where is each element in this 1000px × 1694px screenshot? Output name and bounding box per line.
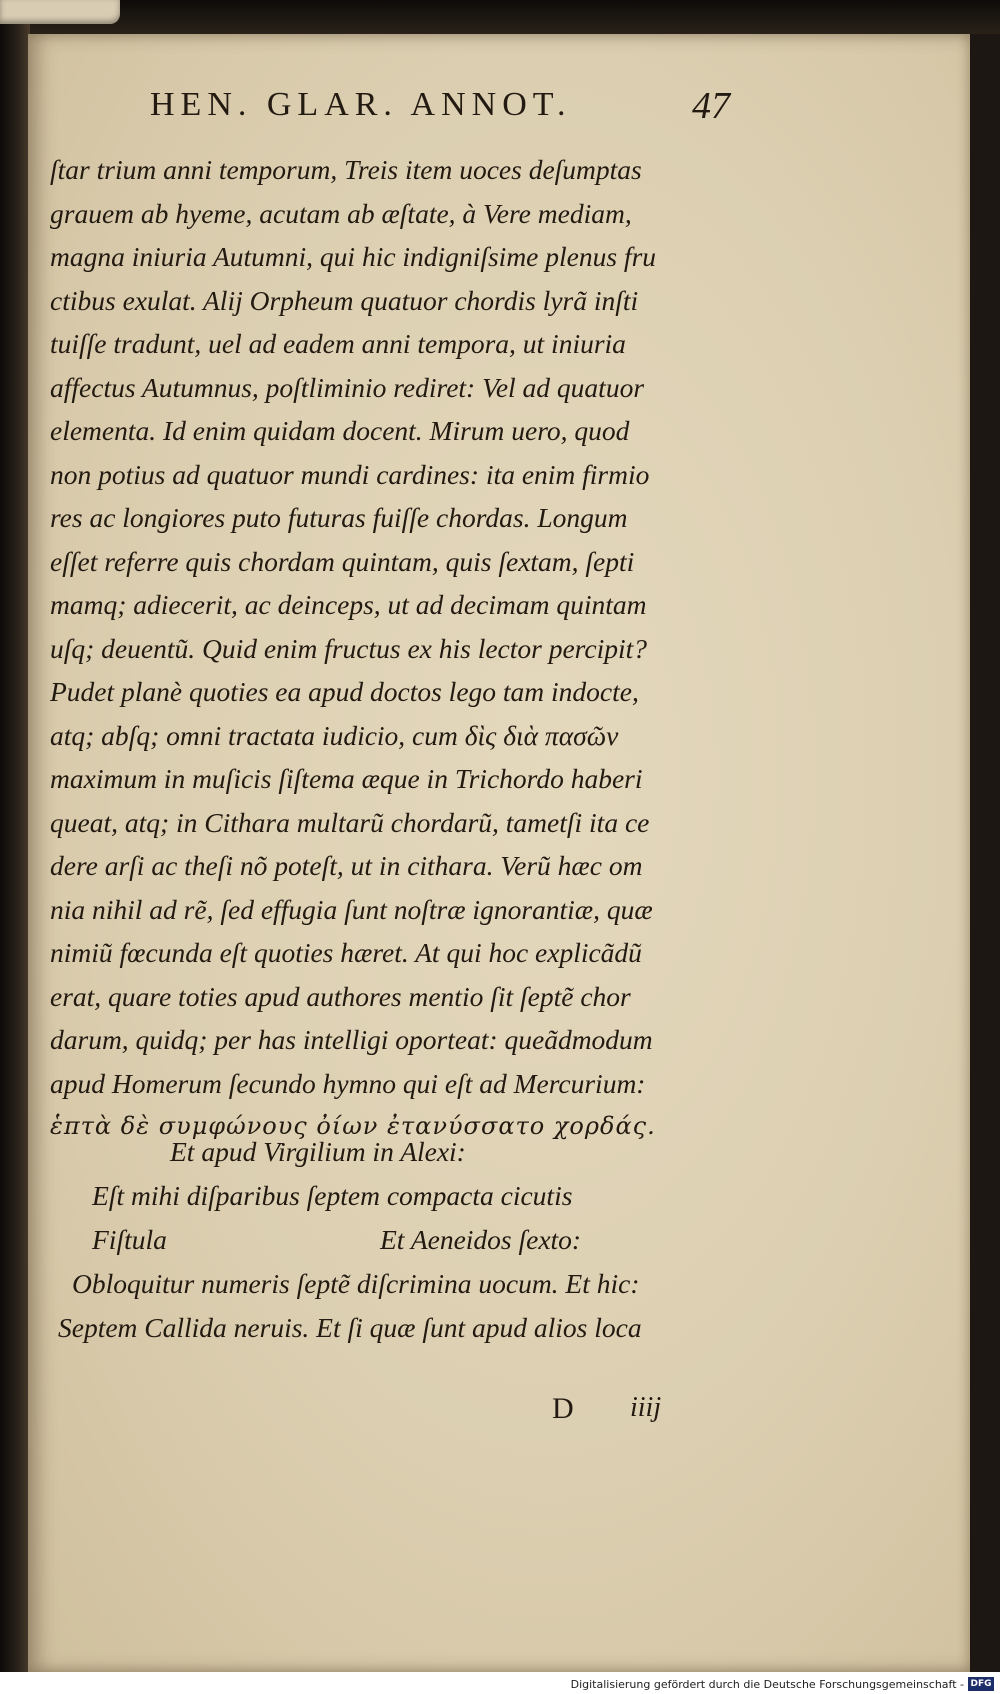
text-line: dere arſi ac theſi nõ poteſt, ut in cithara. Verũ hæc om (50, 850, 643, 881)
verse-line: Septem Callida neruis. Et ſi quæ ſunt apud alios loca (58, 1312, 642, 1343)
text-line: res ac longiores puto futuras fuiſſe chordas. Longum (50, 502, 628, 533)
signature-number: iiij (630, 1392, 662, 1423)
verse-line-split (50, 1218, 760, 1262)
signature-letter: D (552, 1392, 574, 1425)
verse-line: Obloquitur numeris ſeptẽ diſcrimina uocum. Et hic: (72, 1268, 640, 1299)
text-line: atq; abſq; omni tractata iudicio, cum δὶς διὰ πασῶν (50, 719, 619, 751)
verse-quotations (50, 1130, 760, 1350)
text-line: uſq; deuentũ. Quid enim fructus ex his lector percipit? (50, 632, 647, 664)
text-line: elementa. Id enim quidam docent. Mirum uero, quod (50, 415, 630, 446)
text-line: nimiũ fœcunda eſt quoties hæret. At qui hoc explicãdũ (50, 937, 642, 968)
text-line: queat, atq; in Cithara multarũ chordarũ, tametſi ita ce (50, 806, 650, 838)
paper-scrap (0, 0, 120, 24)
citation-label: Et Aeneidos ſexto: (380, 1224, 582, 1255)
footer-bar (0, 1672, 1000, 1694)
text-line: maximum in muſicis ſiſtema æque in Trichordo haberi (50, 763, 643, 794)
text-line: ſtar trium anni temporum, Treis item uoces deſumptas (50, 154, 642, 185)
text-line: erat, quare toties apud authores mentio ſit ſeptẽ chor (50, 980, 631, 1012)
text-line: eſſet referre quis chordam quintam, quis ſextam, ſepti (50, 545, 635, 577)
running-head: HEN. GLAR. ANNOT. (150, 86, 572, 123)
text-line: apud Homerum ſecundo hymno qui eſt ad Mercurium: (50, 1067, 646, 1099)
greek-quote-line: ἑπτὰ δὲ συμφώνους ὀίων ἐτανύσσατο χορδάς. (50, 1112, 656, 1140)
page-number: 47 (692, 85, 730, 127)
top-edge (0, 0, 1000, 34)
text-line: mamq; adiecerit, ac deinceps, ut ad decimam quintam (50, 589, 647, 620)
text-line: ctibus exulat. Alij Orpheum quatuor chordis lyrã inſti (50, 284, 639, 316)
quote-intro: Et apud Virgilium in Alexi: (170, 1136, 466, 1167)
dfg-logo-icon: DFG (968, 1677, 994, 1691)
book-binding (0, 0, 30, 1694)
text-line: grauem ab hyeme, acutam ab æſtate, à Vere mediam, (50, 197, 632, 229)
text-line: magna iniuria Autumni, qui hic indigniſsime plenus fru (50, 241, 657, 272)
body-text (50, 148, 760, 1149)
text-line: non potius ad quatuor mundi cardines: ita enim firmio (50, 458, 650, 490)
text-line: darum, quidq; per has intelligi oporteat: queãdmodum (50, 1024, 653, 1055)
funding-credit: Digitalisierung gefördert durch die Deutsche Forschungsgemeinschaft - (570, 1678, 964, 1691)
text-line: nia nihil ad rẽ, ſed effugia ſunt noſtræ ignorantiæ, quæ (50, 893, 653, 925)
text-line: Pudet planè quoties ea apud doctos lego tam indocte, (50, 676, 639, 707)
verse-fragment: Fiſtula (92, 1224, 167, 1255)
text-line: affectus Autumnus, poſtliminio rediret: Vel ad quatuor (50, 371, 645, 403)
verse-line: Eſt mihi diſparibus ſeptem compacta cicutis (92, 1180, 573, 1211)
text-line: tuiſſe tradunt, uel ad eadem anni tempora, ut iniuria (50, 328, 626, 359)
